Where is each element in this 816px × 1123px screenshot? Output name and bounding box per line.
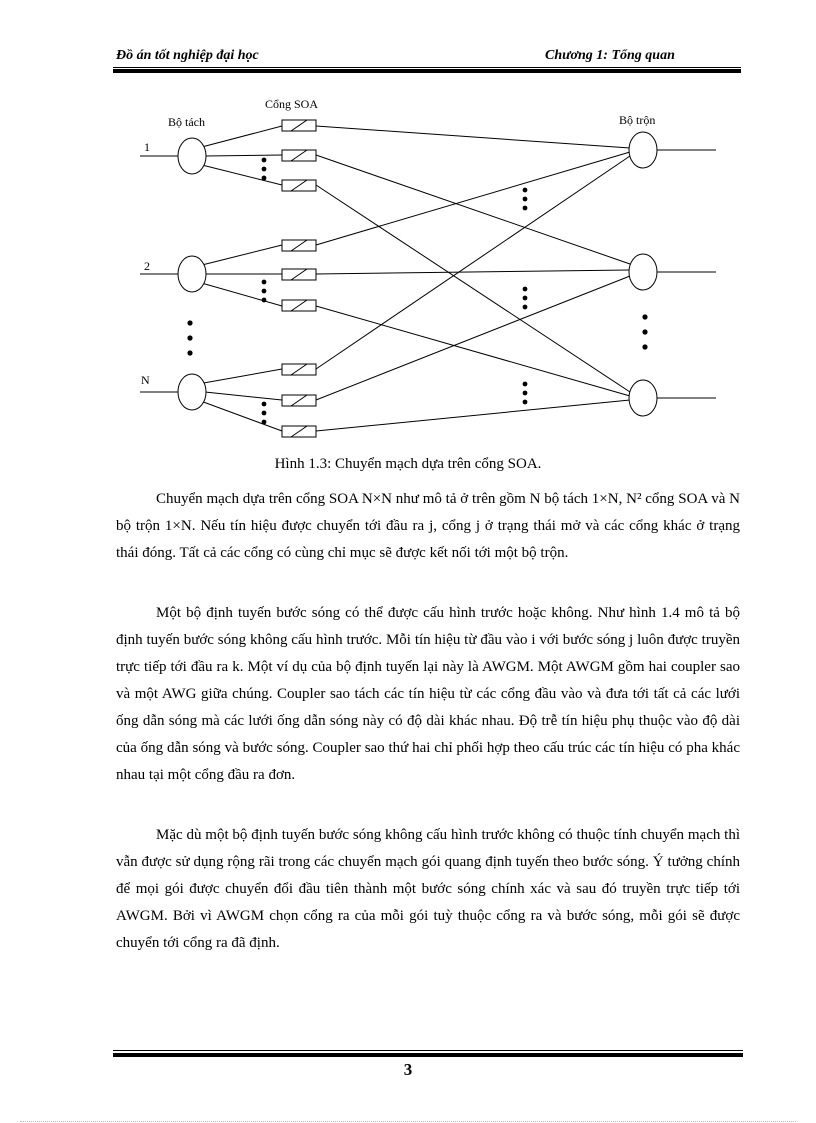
soa-switch-diagram: [0, 0, 816, 450]
soa-gate: [282, 240, 316, 251]
paragraph-3: Mặc dù một bộ định tuyến bước sóng không cấu hình trước không có thuộc tính chuyển mạch thì vẫn được sử dụng rộng rãi trong các chuyển mạch gói quang định tuyến theo bước sóng. Ý tưởng chính để mọi gói được chuyển đổi đầu tiên thành một bước sóng chính xác và sau đó truyền trực tiếp tới AWGM. Bởi vì AWGM chọn cổng ra của mỗi gói tuỳ thuộc cổng ra và bước sóng, mỗi gói sẽ được chuyển tới cổng ra đã định.: [116, 827, 740, 951]
label-combiner: Bộ trộn: [619, 113, 656, 127]
soa-gate: [282, 395, 316, 406]
soa-gate: [282, 269, 316, 280]
splitter-1: [178, 138, 206, 174]
soa-gate: [282, 180, 316, 191]
input-label-2: 2: [144, 259, 150, 273]
page-number: 3: [403, 1060, 413, 1079]
footer-rule-thick: [113, 1053, 743, 1057]
input-label-1: 1: [144, 140, 150, 154]
footer-rule: [113, 1050, 743, 1051]
label-soa-gates: Cổng SOA: [265, 97, 319, 111]
soa-gate: [282, 300, 316, 311]
page-edge-dotted-line: [20, 1121, 796, 1122]
figure-caption: Hình 1.3: Chuyển mạch dựa trên cổng SOA.: [274, 456, 542, 472]
label-splitter: Bộ tách: [168, 115, 205, 129]
header-title-right: Chương 1: Tổng quan: [545, 48, 675, 63]
paragraph-1: Chuyển mạch dựa trên cổng SOA N×N như mô tả ở trên gồm N bộ tách 1×N, N² cổng SOA và N bộ trộn 1×N. Nếu tín hiệu được chuyển tới đầu ra j, cổng j ở trạng thái mở và các cổng khác ở trạng thái đóng. Tất cả các cổng có cùng chỉ mục sẽ được kết nối tới một bộ trộn.: [116, 491, 740, 561]
combiner-2: [629, 254, 657, 290]
soa-gate: [282, 150, 316, 161]
combiner-1: [629, 132, 657, 168]
input-label-n: N: [141, 373, 150, 387]
splitter-n: [178, 374, 206, 410]
header-title-left: Đồ án tốt nghiệp đại học: [116, 48, 259, 63]
soa-gate: [282, 364, 316, 375]
soa-gate: [282, 120, 316, 131]
splitter-2: [178, 256, 206, 292]
combiner-n: [629, 380, 657, 416]
soa-gate: [282, 426, 316, 437]
ellipsis-dots: [187, 158, 647, 425]
paragraph-2: Một bộ định tuyến bước sóng có thể được cấu hình trước hoặc không. Như hình 1.4 mô tả bộ định tuyến bước sóng không cấu hình trước. Mỗi tín hiệu từ đầu vào i với bước sóng j luôn được truyền trực tiếp tới đầu ra k. Một ví dụ của bộ định tuyến lại này là AWGM. Một AWGM gồm hai coupler sao và một AWG giữa chúng. Coupler sao tách các tín hiệu từ các cổng đầu vào và đưa tới tất cả các lưới ống dẫn sóng mà các lưới ống dẫn sóng này có độ dài khác nhau. Độ trễ tín hiệu phụ thuộc vào độ dài của ống dẫn sóng và bước sóng. Coupler sao thứ hai chỉ phối hợp theo cấu trúc các tín hiệu có pha khác nhau tại một cổng đầu ra đơn.: [116, 605, 740, 783]
